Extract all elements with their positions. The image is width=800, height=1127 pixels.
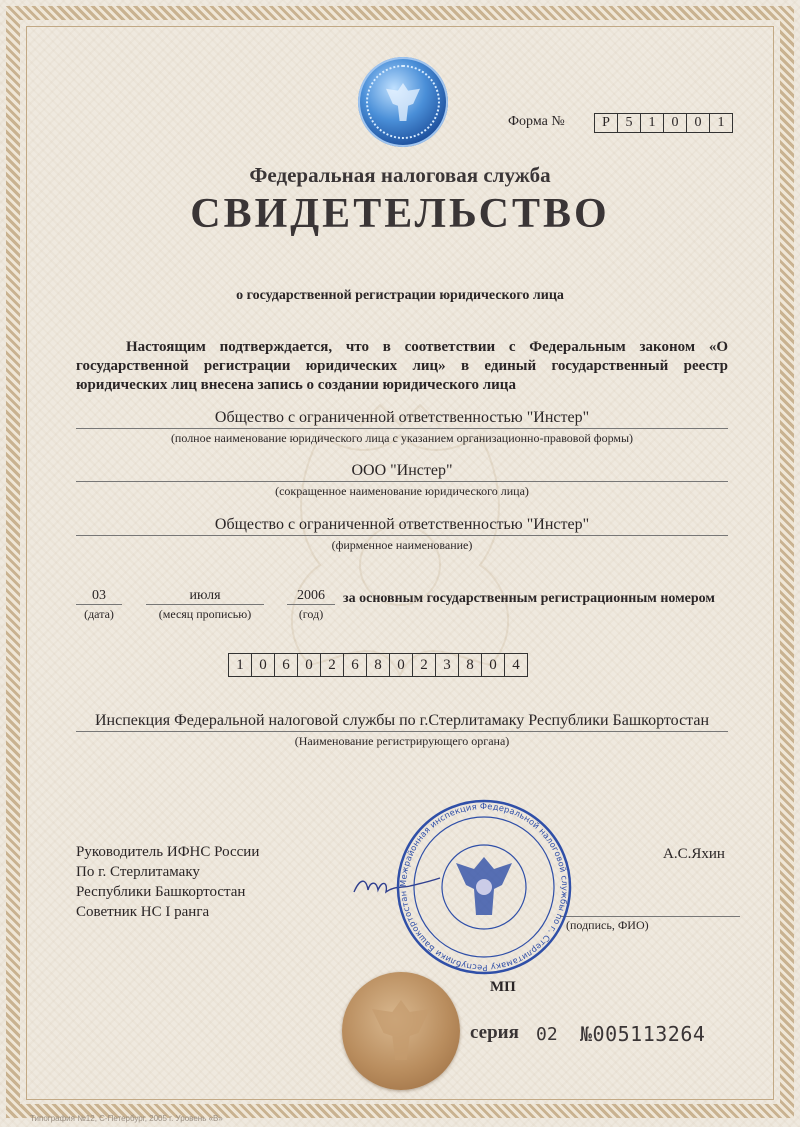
date-month-caption: (месяц прописью): [158, 607, 252, 621]
date-year: 2006: [287, 588, 335, 605]
form-code-digit: 1: [641, 114, 664, 132]
brand-name-value: Общество с ограниченной ответственностью "Инстер": [76, 516, 728, 536]
signer-name: А.С.Яхин: [663, 846, 725, 862]
reg-digit: 0: [298, 654, 321, 676]
reg-digit: 0: [482, 654, 505, 676]
authority-caption: (Наименование регистрирующего органа): [294, 734, 510, 748]
reg-digit: 8: [459, 654, 482, 676]
authority-field: [76, 712, 728, 749]
document-title: СВИДЕТЕЛЬСТВО: [190, 191, 610, 237]
signer-line: Республики Башкортостан: [76, 884, 246, 900]
hologram-seal: [358, 57, 448, 147]
form-code-digit: Р: [595, 114, 618, 132]
statement-text: Настоящим подтверждается, что в соответствии с Федеральным законом «О государственной регистрации юридических лиц» в единый государственный реестр юридических лиц внесена запись о создании юридического лица: [76, 339, 728, 393]
signature-caption: (подпись, ФИО): [566, 918, 649, 932]
official-stamp: [394, 797, 574, 977]
agency-name: Федеральная налоговая служба: [249, 163, 551, 187]
authority-name: Инспекция Федеральной налоговой службы по г.Стерлитамаку Республики Башкортостан: [76, 712, 728, 732]
full-name-caption: (полное наименование юридического лица с указанием организационно-правовой формы): [170, 431, 634, 445]
form-label: Форма №: [508, 114, 565, 129]
reg-digit: 4: [512, 657, 520, 673]
signature-line: [560, 916, 740, 917]
date-day: 03: [76, 588, 122, 605]
signer-line: По г. Стерлитамаку: [76, 864, 200, 880]
document-subtitle: о государственной регистрации юридического лица: [236, 288, 564, 303]
short-name-caption: (сокращенное наименование юридического лица): [275, 484, 529, 498]
short-name-field: [76, 462, 728, 499]
signer-line: Советник НС I ранга: [76, 904, 210, 920]
reg-digit: 2: [413, 654, 436, 676]
reg-digit: 3: [436, 654, 459, 676]
brand-name-caption: (фирменное наименование): [331, 538, 473, 552]
reg-digit: 8: [367, 654, 390, 676]
reg-digit: 2: [321, 654, 344, 676]
brand-name-field: [76, 516, 728, 553]
registration-number: [228, 653, 528, 677]
series-label: серия: [470, 1022, 519, 1043]
reg-digit: 6: [275, 654, 298, 676]
form-code-digit: 5: [618, 114, 641, 132]
full-name-value: Общество с ограниченной ответственностью "Инстер": [76, 409, 728, 429]
signer-title: [76, 842, 259, 922]
form-code-digit: 0: [664, 114, 687, 132]
reg-digit: 0: [390, 654, 413, 676]
full-name-field: [76, 409, 728, 446]
reg-number-label: за основным государственным регистрационным номером: [343, 591, 715, 606]
eagle-icon: [372, 1000, 430, 1060]
reg-digit: 0: [252, 654, 275, 676]
date-month: июля: [146, 588, 264, 605]
short-name-value: ООО "Инстер": [76, 462, 728, 482]
form-code-digit: 0: [687, 114, 710, 132]
reg-digit: 1: [229, 654, 252, 676]
reg-digit: 6: [344, 654, 367, 676]
signer-line: Руководитель ИФНС России: [76, 844, 260, 860]
form-code-digit: 1: [717, 115, 725, 130]
printer-imprint: Типография №12, С-Петербург, 2005 г. Уровень «В»: [30, 1114, 223, 1123]
stamp-text: Межрайонная инспекция Федеральной налоговой службы по г. Стерлитамаку Республики Башкортостан: [397, 800, 571, 974]
series-value: 02: [536, 1024, 558, 1045]
date-day-caption: (дата): [84, 607, 114, 621]
date-year-caption: (год): [298, 607, 324, 621]
serial-number: №005113264: [580, 1022, 706, 1046]
mp-label: МП: [490, 979, 516, 995]
gold-seal: [342, 972, 460, 1090]
form-code: [594, 113, 733, 133]
